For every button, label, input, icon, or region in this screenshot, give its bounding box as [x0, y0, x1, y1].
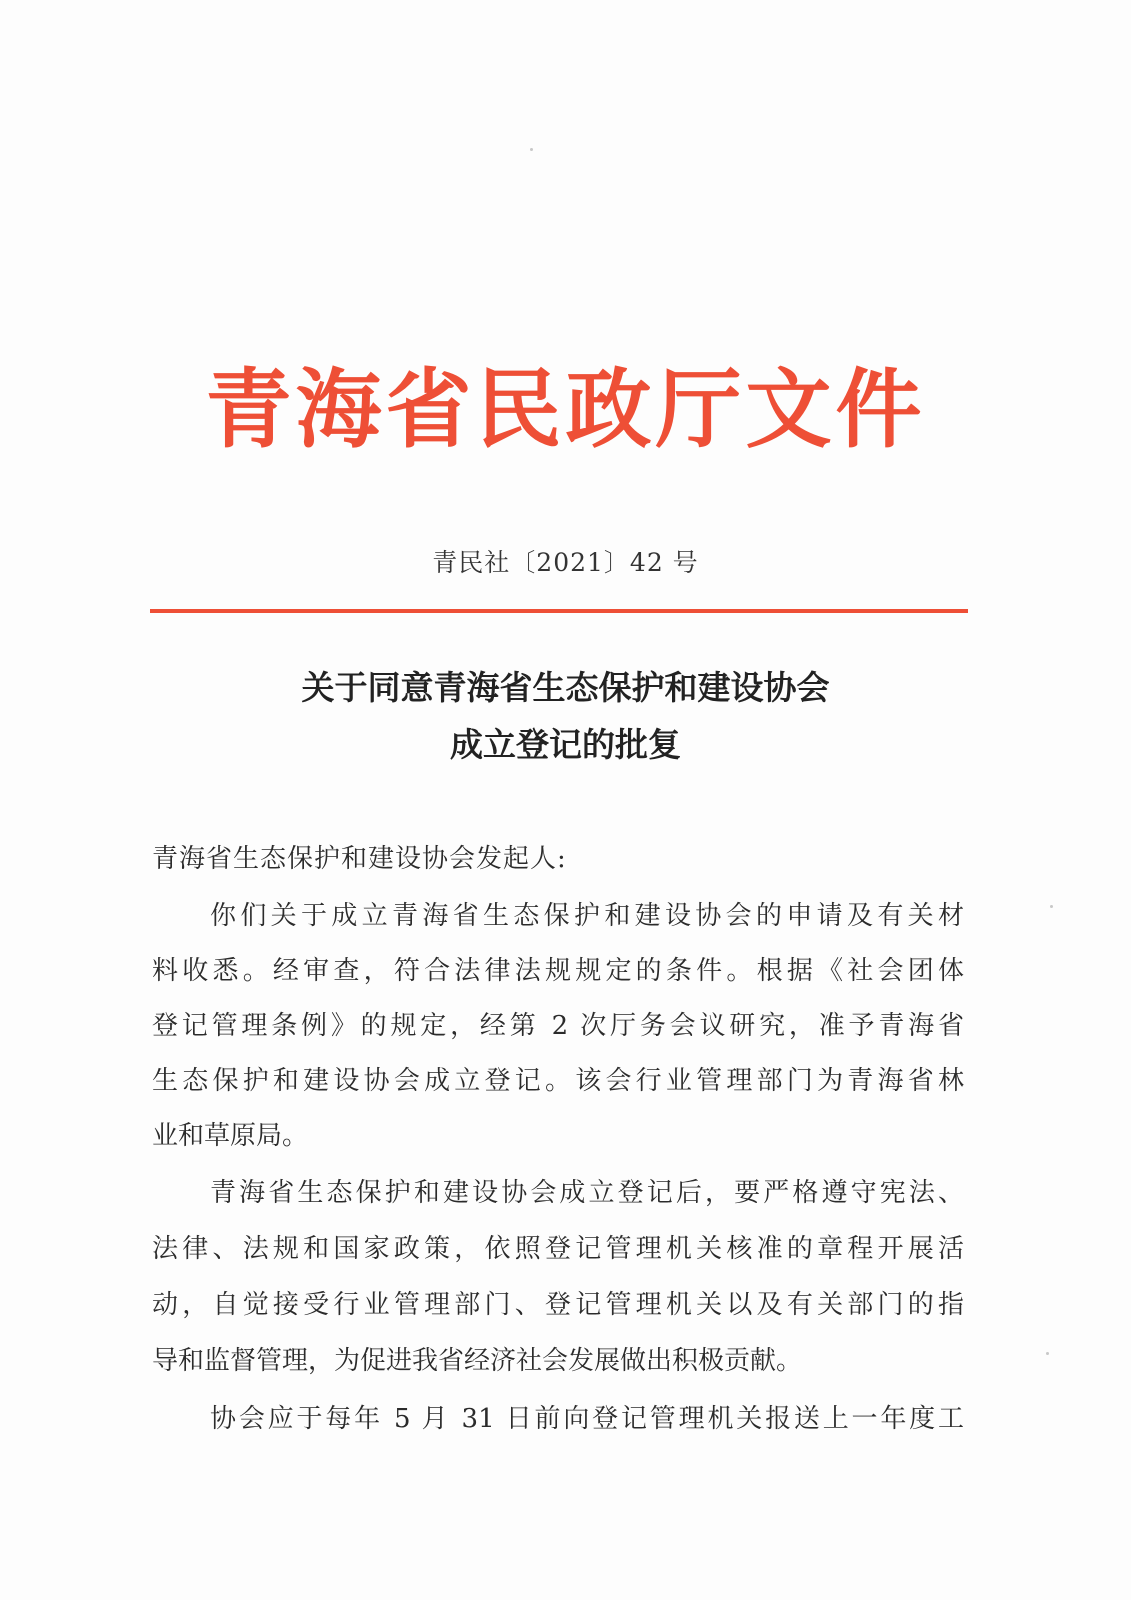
scan-speck	[530, 148, 533, 151]
scan-speck	[1046, 1352, 1049, 1355]
masthead-title: 青海省民政厅文件	[205, 360, 926, 460]
body-line: 你们关于成立青海省生态保护和建设协会的申请及有关材	[210, 901, 964, 931]
red-divider-line	[150, 609, 968, 613]
body-line: 青海省生态保护和建设协会成立登记后，要严格遵守宪法、	[210, 1178, 964, 1208]
document-title-line-2: 成立登记的批复	[450, 725, 681, 764]
body-line: 导和监督管理，为促进我省经济社会发展做出积极贡献。	[152, 1346, 803, 1376]
scan-speck	[1050, 905, 1053, 908]
document-number: 青民社〔2021〕42 号	[432, 548, 699, 577]
body-line: 动，自觉接受行业管理部门、登记管理机关以及有关部门的指	[152, 1290, 964, 1320]
body-line: 料收悉。经审查，符合法律法规规定的条件。根据《社会团体	[152, 956, 964, 986]
body-line: 业和草原局。	[152, 1121, 309, 1151]
body-line: 协会应于每年 5 月 31 日前向登记管理机关报送上一年度工	[210, 1404, 964, 1434]
document-title-line-1: 关于同意青海省生态保护和建设协会	[301, 668, 830, 707]
body-line: 法律、法规和国家政策，依照登记管理机关核准的章程开展活	[152, 1234, 964, 1264]
body-line: 生态保护和建设协会成立登记。该会行业管理部门为青海省林	[152, 1066, 964, 1096]
body-line: 登记管理条例》的规定，经第 2 次厅务会议研究，准予青海省	[152, 1011, 964, 1041]
salutation: 青海省生态保护和建设协会发起人:	[152, 844, 567, 874]
